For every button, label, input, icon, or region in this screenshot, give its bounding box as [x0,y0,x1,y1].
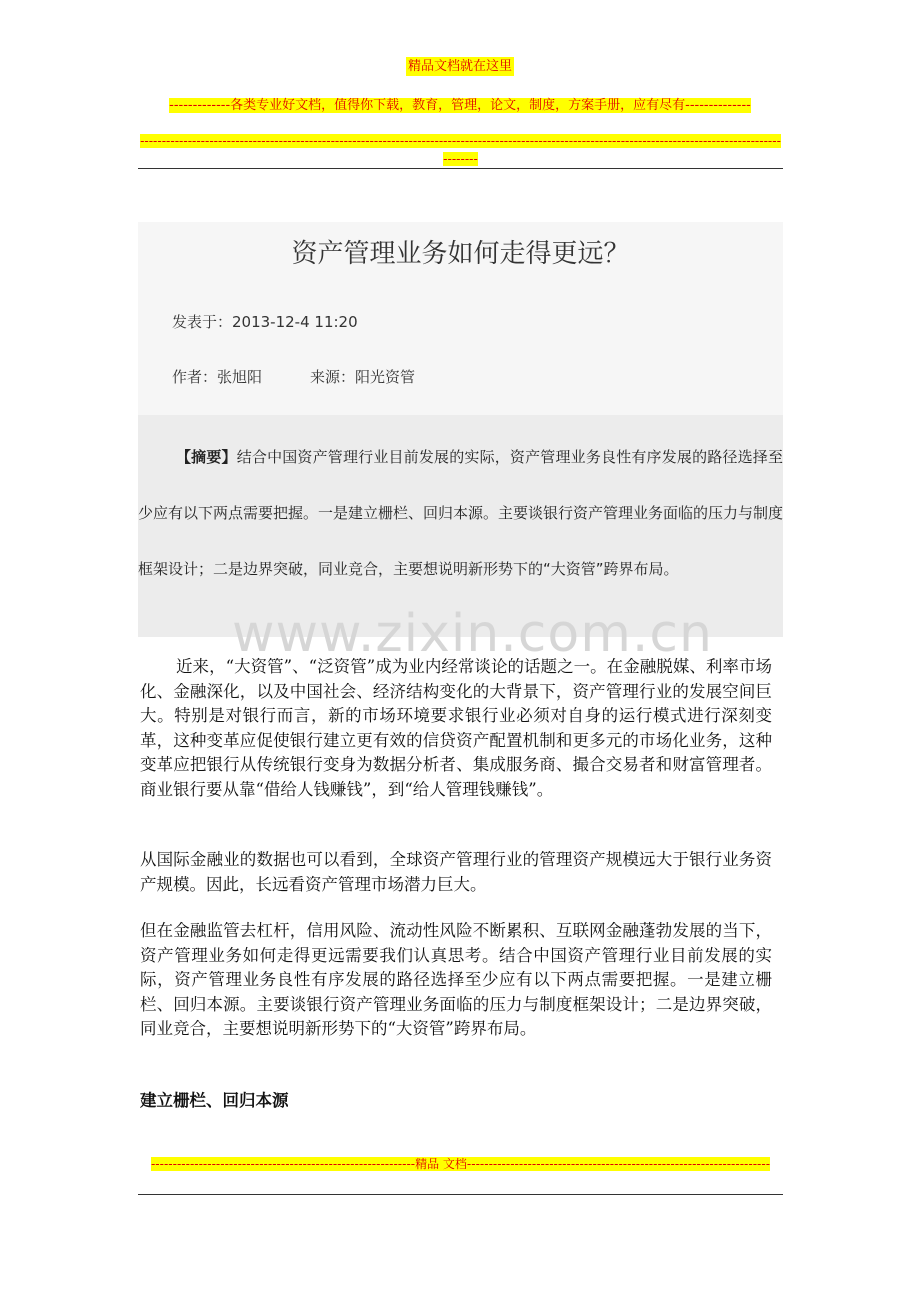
author-source-line [172,367,415,387]
banner-tagline-text: -------------各类专业好文档，值得你下载，教育，管理，论文，制度，方案手册，应有尽有-------------- [169,98,751,113]
body-paragraph-2: 从国际金融业的数据也可以看到，全球资产管理行业的管理资产规模远大于银行业务资产规模。因此，长远看资产管理市场潜力巨大。 [140,850,772,894]
author: 作者：张旭阳 [172,368,263,386]
abstract [138,415,783,597]
bottom-divider [138,1194,783,1195]
section-heading: 建立栅栏、回归本源 [140,1091,289,1110]
article-title: 资产管理业务如何走得更远？ [291,239,630,269]
body-paragraph-3: 但在金融监管去杠杆，信用风险、流动性风险不断累积、互联网金融蓬勃发展的当下，资产管理业务如何走得更远需要我们认真思考。结合中国资产管理行业目前发展的实际，资产管理业务良性有序发展的路径选择至少应有以下两点需要把握。一是建立栅栏、回归本源。主要谈银行资产管理业务面临的压力与制度框架设计；二是边界突破，同业竞合，主要想说明新形势下的“大资管”跨界布局。 [140,921,772,1038]
body-paragraph-1: 近来，“大资管”、“泛资管”成为业内经常谈论的话题之一。在金融脱媒、利率市场化、金融深化，以及中国社会、经济结构变化的大背景下，资产管理行业的发展空间巨大。特别是对银行而言，新的市场环境要求银行业必须对自身的运行模式进行深刻变革，这种变革应促使银行建立更有效的信贷资产配置机制和更多元的市场化业务，这种变革应把银行从传统银行变身为数据分析者、集成服务商、撮合交易者和财富管理者。商业银行要从靠“借给人钱赚钱”，到“给人管理钱赚钱”。 [140,657,772,799]
footer-text: -------------------------------------------------------------精品 文档---------------------------------------------------------------------- [150,1157,771,1171]
top-banner [0,56,920,78]
article-header [138,222,783,415]
watermark: www.zixin.com.cn [232,604,713,664]
abstract-label: 【摘要】 [176,448,237,466]
banner-tagline [148,95,772,117]
footer-banner [138,1155,783,1191]
abstract-text: 结合中国资产管理行业目前发展的实际，资产管理业务良性有序发展的路径选择至少应有以下两点需要把握。一是建立栅栏、回归本源。主要谈银行资产管理业务面临的压力与制度框架设计；二是边界突破，同业竞合，主要想说明新形势下的“大资管”跨界布局。 [138,448,784,578]
banner-title: 精品文档就在这里 [407,59,512,74]
publish-date: 发表于：2013-12-4 11:20 [172,313,358,331]
banner-dashes [138,132,783,168]
top-divider [138,168,783,169]
source: 来源：阳光资管 [310,368,416,386]
banner-dashes-text: ------------------------------------------------------------------------------------------------------------------------------------------------------------ [140,134,781,166]
